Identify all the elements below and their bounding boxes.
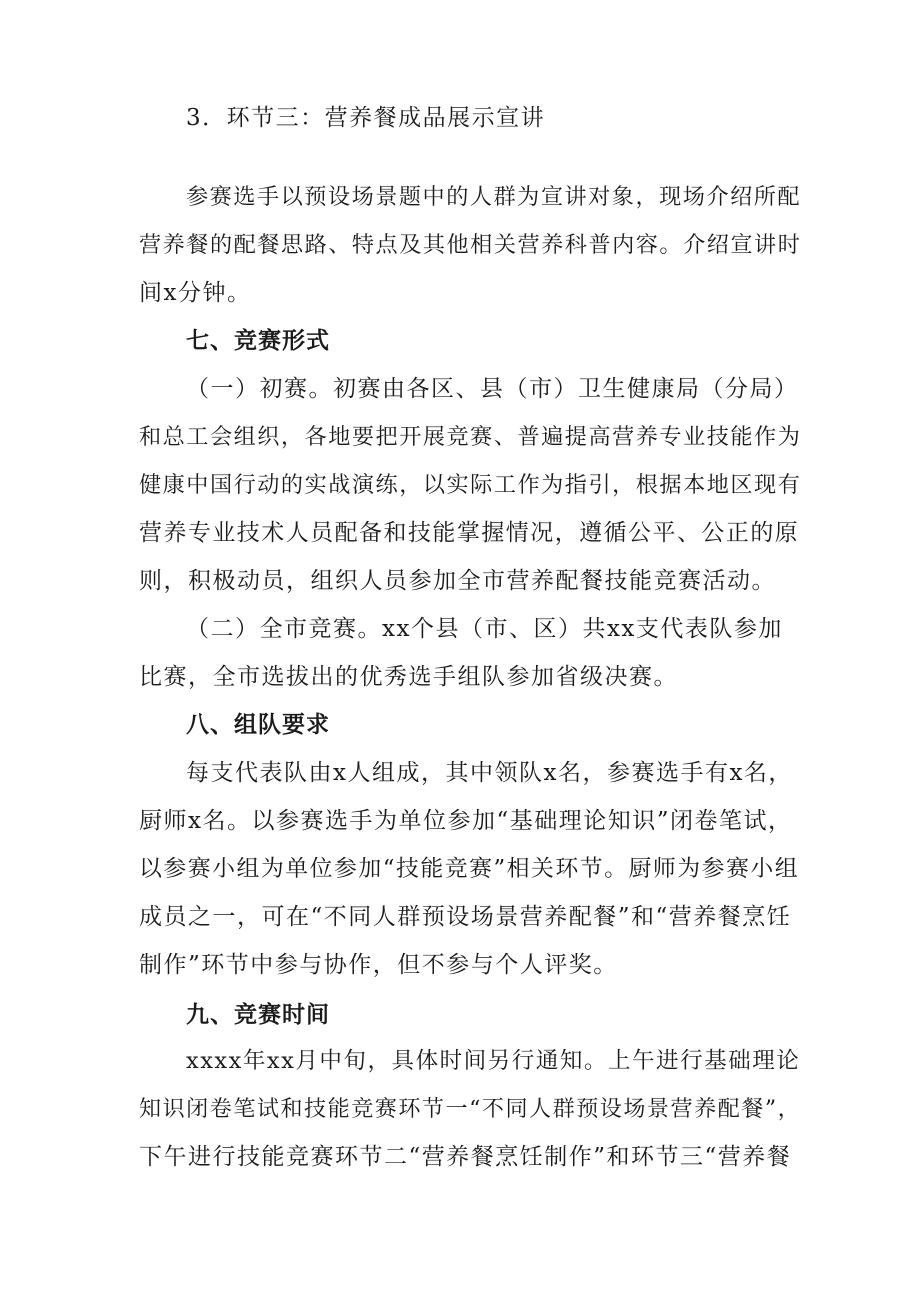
paragraph-line: （一）初赛。初赛由各区、县（市）卫生健康局（分局） <box>186 376 799 402</box>
paragraph-line: 比赛，全市选拔出的优秀选手组队参加省级决赛。 <box>139 664 678 690</box>
paragraph-line: 制作”环节中参与协作，但不参与个人评奖。 <box>139 952 618 978</box>
paragraph-line: 营养专业技术人员配备和技能掌握情况，遵循公平、公正的原 <box>139 520 800 546</box>
paragraph-line: 每支代表队由x人组成，其中领队x名，参赛选手有x名， <box>186 760 793 786</box>
paragraph-line: 间x分钟。 <box>139 280 252 306</box>
paragraph-line: 知识闭卷笔试和技能竞赛环节一“不同人群预设场景营养配餐”， <box>139 1096 802 1122</box>
heading-section-9: 九、竞赛时间 <box>186 1002 330 1028</box>
paragraph-line: 厨师x名。以参赛选手为单位参加“基础理论知识”闭卷笔试， <box>139 808 793 834</box>
paragraph-line: xxxx年xx月中旬，具体时间另行通知。上午进行基础理论 <box>186 1048 801 1074</box>
heading-section-7: 七、竞赛形式 <box>186 328 330 354</box>
paragraph-line: 健康中国行动的实战演练，以实际工作为指引，根据本地区现有 <box>139 472 802 498</box>
paragraph-line: 参赛选手以预设场景题中的人群为宣讲对象，现场介绍所配 <box>186 184 802 210</box>
paragraph-line: 则，积极动员，组织人员参加全市营养配餐技能竞赛活动。 <box>139 568 776 594</box>
section-item-3: 3．环节三：营养餐成品展示宣讲 <box>186 105 546 131</box>
paragraph-line: 营养餐的配餐思路、特点及其他相关营养科普内容。介绍宣讲时 <box>139 232 802 258</box>
paragraph-line: 和总工会组织，各地要把开展竞赛、普遍提高营养专业技能作为 <box>139 424 802 450</box>
paragraph-line: （二）全市竞赛。xx个县（市、区）共xx支代表队参加 <box>186 616 783 642</box>
heading-section-8: 八、组队要求 <box>186 712 330 738</box>
paragraph-line: 成员之一，可在“不同人群预设场景营养配餐”和“营养餐烹饪 <box>139 904 792 930</box>
paragraph-line: 下午进行技能竞赛环节二“营养餐烹饪制作”和环节三“营养餐 <box>139 1144 792 1170</box>
paragraph-line: 以参赛小组为单位参加“技能竞赛”相关环节。厨师为参赛小组 <box>139 856 800 882</box>
